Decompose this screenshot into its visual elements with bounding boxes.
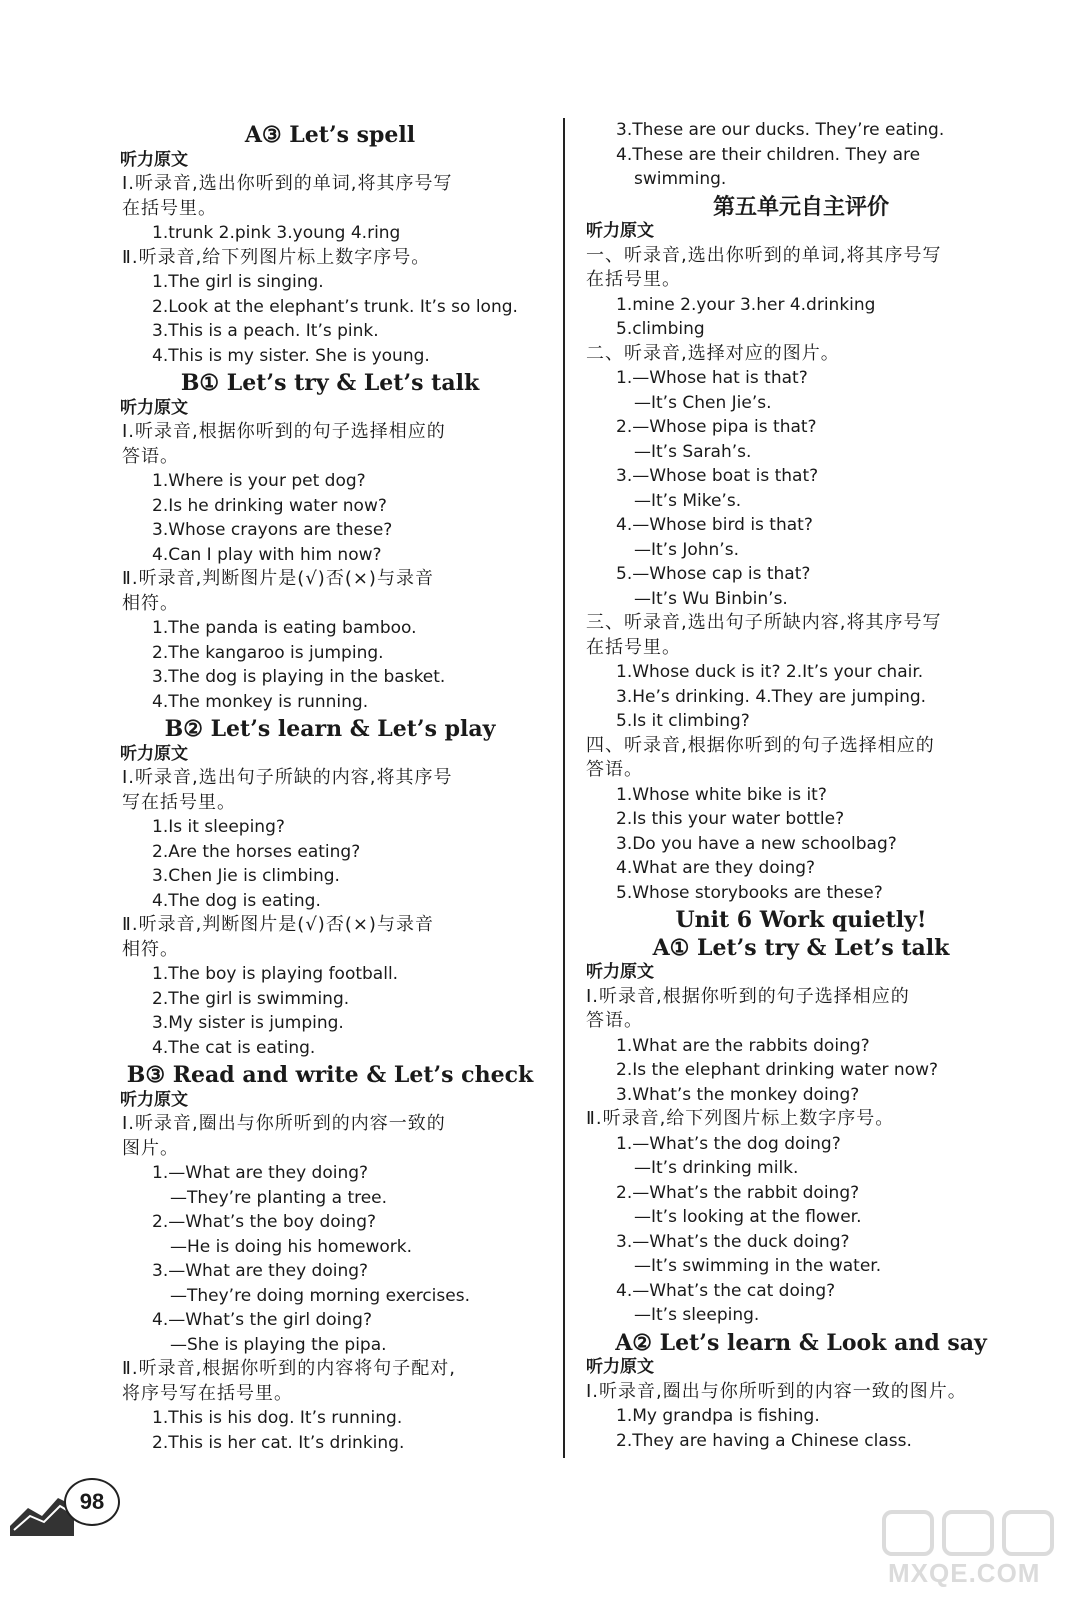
- question-instruction: 三、听录音,选出句子所缺内容,将其序号写: [586, 612, 942, 633]
- section-heading: B② Let’s learn & Let’s play: [164, 716, 496, 742]
- transcript-line: —It’s Mike’s.: [634, 490, 742, 511]
- section-label: 听力原文: [120, 397, 188, 418]
- question-instruction: Ⅱ.听录音,判断图片是(√)否(×)与录音: [122, 914, 434, 935]
- transcript-line: 5.—Whose cap is that?: [616, 564, 811, 584]
- question-instruction: Ⅰ.听录音,选出你听到的单词,将其序号写: [122, 173, 453, 194]
- question-instruction: Ⅱ.听录音,根据你听到的内容将句子配对,: [122, 1358, 457, 1379]
- transcript-line: 1.My grandpa is fishing.: [616, 1406, 820, 1426]
- section-label: 听力原文: [120, 149, 188, 170]
- section-heading: B③ Read and write & Let’s check: [126, 1062, 534, 1088]
- transcript-line: 2.Look at the elephant’s trunk. It’s so long.: [152, 296, 518, 317]
- transcript-line: 1.trunk 2.pink 3.young 4.ring: [152, 223, 401, 243]
- question-instruction: 答语。: [122, 445, 179, 467]
- question-instruction: 写在括号里。: [122, 791, 236, 813]
- transcript-line: —It’s drinking milk.: [634, 1158, 799, 1178]
- transcript-line: 3.Whose crayons are these?: [152, 520, 393, 540]
- transcript-line: 1.The girl is singing.: [152, 272, 324, 292]
- question-instruction: 图片。: [122, 1137, 179, 1159]
- transcript-line: —It’s swimming in the water.: [634, 1256, 882, 1276]
- transcript-line: 4.The cat is eating.: [152, 1037, 316, 1058]
- transcript-line: —It’s Chen Jie’s.: [634, 392, 772, 413]
- watermark: [880, 1508, 1060, 1592]
- question-instruction: 四、听录音,根据你听到的句子选择相应的: [586, 734, 935, 756]
- transcript-line: 1.Where is your pet dog?: [152, 471, 366, 491]
- question-instruction: 答语。: [586, 1010, 643, 1031]
- transcript-line: 3.—What’s the duck doing?: [616, 1231, 850, 1252]
- transcript-line: 3.Chen Jie is climbing.: [152, 866, 340, 886]
- transcript-line: 2.—What’s the boy doing?: [152, 1212, 377, 1232]
- transcript-line: —He is doing his homework.: [170, 1236, 413, 1257]
- transcript-line: —It’s Wu Binbin’s.: [634, 588, 788, 609]
- transcript-line: 4.—What’s the girl doing?: [152, 1310, 372, 1330]
- transcript-line: 1.—Whose hat is that?: [616, 368, 808, 388]
- transcript-line: 3.He’s drinking. 4.They are jumping.: [616, 686, 927, 707]
- question-instruction: 在括号里。: [586, 269, 681, 290]
- transcript-line: —They’re planting a tree.: [170, 1187, 388, 1208]
- transcript-line: —It’s Sarah’s.: [634, 441, 752, 462]
- question-instruction: Ⅰ.听录音,选出句子所缺的内容,将其序号: [122, 767, 453, 788]
- transcript-line: 3.—What are they doing?: [152, 1261, 369, 1281]
- section-heading: Unit 6 Work quietly!: [675, 907, 927, 933]
- column-divider: [563, 118, 565, 1458]
- transcript-line: —It’s sleeping.: [634, 1305, 760, 1325]
- page-number: 98: [64, 1478, 120, 1526]
- transcript-line: 1.This is his dog. It’s running.: [152, 1408, 403, 1428]
- transcript-line: 4.Can I play with him now?: [152, 544, 382, 565]
- section-heading: A② Let’s learn & Look and say: [615, 1329, 987, 1356]
- transcript-line: 1.—What’s the dog doing?: [616, 1133, 841, 1154]
- transcript-line: 1.Is it sleeping?: [152, 817, 285, 837]
- transcript-line: 2.—What’s the rabbit doing?: [616, 1182, 860, 1203]
- transcript-line: 1.What are the rabbits doing?: [616, 1035, 870, 1056]
- question-instruction: Ⅰ.听录音,根据你听到的句子选择相应的: [122, 421, 446, 442]
- transcript-line: 3.My sister is jumping.: [152, 1013, 344, 1033]
- transcript-line: —It’s John’s.: [634, 539, 739, 560]
- transcript-line: 1.The panda is eating bamboo.: [152, 618, 417, 638]
- transcript-line: 3.—Whose boat is that?: [616, 466, 819, 486]
- section-label: 听力原文: [120, 743, 188, 764]
- transcript-line: 2.The kangaroo is jumping.: [152, 642, 384, 663]
- question-instruction: Ⅰ.听录音,根据你听到的句子选择相应的: [586, 985, 910, 1007]
- transcript-line: 4.The monkey is running.: [152, 691, 369, 712]
- transcript-line: 4.These are their children. They are: [616, 144, 921, 165]
- transcript-line: 2.This is her cat. It’s drinking.: [152, 1432, 405, 1453]
- transcript-line: 5.Whose storybooks are these?: [616, 882, 883, 903]
- question-instruction: Ⅱ.听录音,给下列图片标上数字序号。: [586, 1108, 895, 1129]
- question-instruction: 在括号里。: [122, 197, 217, 219]
- transcript-line: 3.The dog is playing in the basket.: [152, 667, 446, 687]
- transcript-line: 4.The dog is eating.: [152, 890, 321, 911]
- question-instruction: 将序号写在括号里。: [122, 1382, 293, 1404]
- transcript-line: 4.This is my sister. She is young.: [152, 345, 430, 366]
- transcript-line: 3.What’s the monkey doing?: [616, 1084, 860, 1105]
- question-instruction: 二、听录音,选择对应的图片。: [586, 342, 840, 364]
- transcript-line: 1.The boy is playing football.: [152, 964, 399, 984]
- transcript-line: 1.Whose white bike is it?: [616, 784, 827, 805]
- section-label: 听力原文: [586, 962, 654, 982]
- question-instruction: 相符。: [122, 592, 179, 614]
- watermark-logo-icon: [880, 1508, 1060, 1558]
- question-instruction: 相符。: [122, 938, 179, 960]
- question-instruction: Ⅰ.听录音,圈出与你所听到的内容一致的: [122, 1113, 446, 1134]
- transcript-line: 1.—What are they doing?: [152, 1163, 369, 1183]
- transcript-line: —They’re doing morning exercises.: [170, 1285, 470, 1306]
- section-label: 听力原文: [586, 1357, 654, 1377]
- question-instruction: Ⅱ.听录音,给下列图片标上数字序号。: [122, 246, 431, 268]
- transcript-line: 4.—What’s the cat doing?: [616, 1280, 836, 1301]
- transcript-line: 4.—Whose bird is that?: [616, 515, 813, 535]
- section-label: 听力原文: [120, 1089, 188, 1110]
- section-heading: 第五单元自主评价: [712, 193, 889, 220]
- transcript-line: 5.climbing: [616, 319, 705, 339]
- transcript-line: —It’s looking at the flower.: [634, 1207, 862, 1227]
- section-heading: B① Let’s try & Let’s talk: [180, 370, 480, 396]
- transcript-line: 2.—Whose pipa is that?: [616, 417, 817, 437]
- transcript-line: 3.These are our ducks. They’re eating.: [616, 120, 945, 140]
- question-instruction: 在括号里。: [586, 636, 681, 658]
- transcript-line: 2.The girl is swimming.: [152, 988, 350, 1009]
- transcript-line: 2.Is the elephant drinking water now?: [616, 1060, 939, 1080]
- section-label: 听力原文: [586, 221, 654, 241]
- question-instruction: Ⅱ.听录音,判断图片是(√)否(×)与录音: [122, 568, 434, 589]
- transcript-line: 2.They are having a Chinese class.: [616, 1430, 912, 1451]
- section-heading: A③ Let’s spell: [244, 122, 416, 148]
- transcript-line: 1.Whose duck is it? 2.It’s your chair.: [616, 662, 924, 682]
- transcript-line: 2.Are the horses eating?: [152, 841, 361, 862]
- watermark-text: MXQE.COM: [888, 1558, 1041, 1588]
- transcript-line: swimming.: [634, 169, 727, 189]
- page-number-badge: [8, 1470, 118, 1542]
- transcript-line: 2.Is this your water bottle?: [616, 809, 845, 829]
- transcript-line: 3.This is a peach. It’s pink.: [152, 321, 379, 341]
- question-instruction: Ⅰ.听录音,圈出与你所听到的内容一致的图片。: [586, 1380, 967, 1402]
- question-instruction: 答语。: [586, 759, 643, 780]
- question-instruction: 一、听录音,选出你听到的单词,将其序号写: [586, 244, 942, 266]
- section-heading: A① Let’s try & Let’s talk: [652, 934, 950, 961]
- transcript-line: —She is playing the pipa.: [170, 1334, 387, 1355]
- transcript-line: 4.What are they doing?: [616, 858, 816, 878]
- transcript-line: 2.Is he drinking water now?: [152, 495, 387, 516]
- transcript-line: 5.Is it climbing?: [616, 711, 750, 731]
- transcript-line: 3.Do you have a new schoolbag?: [616, 833, 897, 854]
- transcript-line: 1.mine 2.your 3.her 4.drinking: [616, 294, 876, 315]
